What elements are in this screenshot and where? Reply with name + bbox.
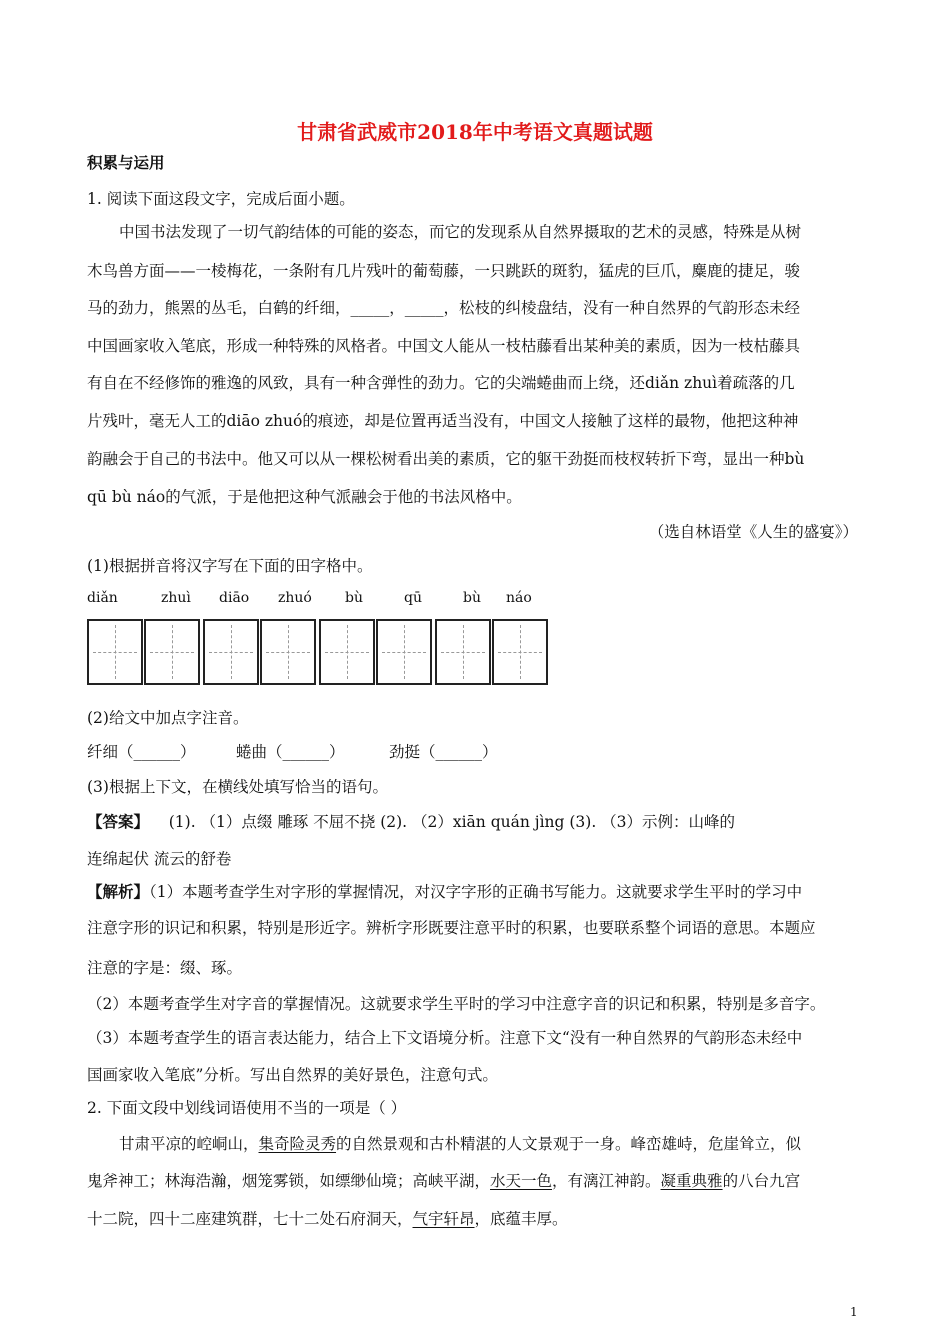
- tianzige-cell[interactable]: [492, 619, 548, 685]
- analysis-line: （2）本题考查学生对字音的掌握情况。这就要求学生平时的学习中注意字音的识记和积累，特别是多音字。: [87, 995, 826, 1013]
- section-heading: 积累与运用: [87, 153, 165, 172]
- answer-line: [87, 812, 735, 832]
- tianzige-cell[interactable]: [319, 619, 375, 685]
- analysis-line: （3）本题考查学生的语言表达能力，结合上下文语境分析。注意下文“没有一种自然界的气韵形态未经中: [87, 1029, 803, 1047]
- tianzige-cell[interactable]: [435, 619, 491, 685]
- analysis-label: 【解析】: [87, 882, 150, 901]
- q2-text: ，有漓江神韵。: [552, 1172, 661, 1190]
- tianzige-grid: [87, 619, 549, 685]
- q2-passage-line: [87, 1209, 568, 1229]
- answer-line-continued: 连绵起伏 流云的舒卷: [87, 850, 232, 868]
- q2-text: 鬼斧神工；林海浩瀚，烟笼雾锁，如缥缈仙境；高峡平湖，: [87, 1172, 491, 1190]
- underlined-term: 集奇险灵秀: [258, 1135, 337, 1153]
- tianzige-cell[interactable]: [376, 619, 432, 685]
- analysis-line: 注意字形的识记和积累，特别是形近字。辨析字形既要注意平时的积累，也要联系整个词语的意思。本题应: [87, 919, 816, 937]
- passage-line: 中国画家收入笔底，形成一种特殊的风格者。中国文人能从一枝枯藤看出某种美的素质，因为一枝枯藤具: [87, 337, 801, 355]
- analysis-text: （1）本题考查学生对字形的掌握情况，对汉字字形的正确书写能力。这就要求学生平时的学习中: [149, 883, 803, 901]
- q2-text: ，底蕴丰厚。: [474, 1210, 568, 1228]
- annotation-item: 纤细（______）: [87, 743, 196, 761]
- passage-source: （选自林语堂《人生的盛宴》）: [648, 523, 858, 541]
- sub-question-3: (3)根据上下文，在横线处填写恰当的语句。: [87, 778, 388, 796]
- pinyin-label: diǎn: [87, 590, 118, 606]
- pinyin-label: qū: [404, 590, 422, 606]
- q2-text: 的自然景观和古朴精湛的人文景观于一身。峰峦雄峙，危崖耸立，似: [336, 1135, 802, 1153]
- passage-line: 中国书法发现了一切气韵结体的可能的姿态，而它的发现系从自然界摄取的艺术的灵感，特殊是从树: [119, 223, 802, 241]
- analysis-line: 注意的字是：缀、琢。: [87, 959, 243, 977]
- pinyin-label: náo: [506, 590, 532, 606]
- analysis-line: 国画家收入笔底”分析。写出自然界的美好景色，注意句式。: [87, 1066, 498, 1084]
- passage-line: 马的劲力，熊罴的丛毛，白鹤的纤细，_____，_____，松枝的纠棱盘结，没有一种自然界的气韵形态未经: [87, 299, 801, 317]
- document-title: 甘肃省武威市2018年中考语文真题试题: [297, 120, 653, 144]
- question-2-stem: 2. 下面文段中划线词语使用不当的一项是（ ）: [87, 1099, 407, 1117]
- passage-line: qū bù náo的气派，于是他把这种气派融会于他的书法风格中。: [87, 488, 522, 506]
- sub-question-1: (1)根据拼音将汉字写在下面的田字格中。: [87, 557, 373, 575]
- question-1-stem: 1. 阅读下面这段文字，完成后面小题。: [87, 190, 355, 208]
- q2-text: 十二院，四十二座建筑群，七十二处石府洞天，: [87, 1210, 413, 1228]
- annotation-item: 劲挺（______）: [389, 743, 498, 761]
- tianzige-cell[interactable]: [203, 619, 259, 685]
- answer-label: 【答案】: [87, 812, 150, 831]
- underlined-term: 水天一色: [490, 1172, 553, 1190]
- q2-text: 甘肃平凉的崆峒山，: [119, 1135, 259, 1153]
- tianzige-cell[interactable]: [144, 619, 200, 685]
- underlined-term: 气宇轩昂: [412, 1210, 475, 1228]
- q2-text: 的八台九宫: [722, 1172, 801, 1190]
- pinyin-label: diāo: [219, 590, 250, 606]
- pinyin-label: zhuó: [278, 590, 312, 606]
- annotation-item: 蜷曲（______）: [236, 743, 345, 761]
- passage-line: 木鸟兽方面——一棱梅花，一条附有几片残叶的葡萄藤，一只跳跃的斑豹，猛虎的巨爪，麋鹿的捷足，骏: [87, 262, 801, 280]
- answer-text: (1). （1）点缀 雕琢 不屈不挠 (2). （2）xiān quán jìng (3). （3）示例：山峰的: [168, 813, 736, 831]
- pinyin-label: zhuì: [161, 590, 191, 606]
- sub-question-2: (2)给文中加点字注音。: [87, 709, 249, 727]
- tianzige-cell[interactable]: [87, 619, 143, 685]
- passage-line: 有自在不经修饰的雅逸的风致，具有一种含弹性的劲力。它的尖端蜷曲而上绕，还diǎn zhuì着疏落的几: [87, 374, 795, 392]
- q2-passage-line: [119, 1134, 801, 1154]
- tianzige-cell[interactable]: [260, 619, 316, 685]
- underlined-term: 凝重典雅: [660, 1172, 723, 1190]
- passage-line: 韵融会于自己的书法中。他又可以从一棵松树看出美的素质，它的躯干劲挺而枝杈转折下弯，显出一种bù: [87, 450, 805, 468]
- page-number: 1: [850, 1305, 858, 1319]
- pinyin-label: bù: [463, 590, 481, 606]
- pinyin-label: bù: [345, 590, 363, 606]
- analysis-line: [87, 882, 802, 902]
- passage-line: 片残叶，毫无人工的diāo zhuó的痕迹，却是位置再适当没有，中国文人接触了这样的最物，他把这种神: [87, 412, 799, 430]
- q2-passage-line: [87, 1171, 800, 1191]
